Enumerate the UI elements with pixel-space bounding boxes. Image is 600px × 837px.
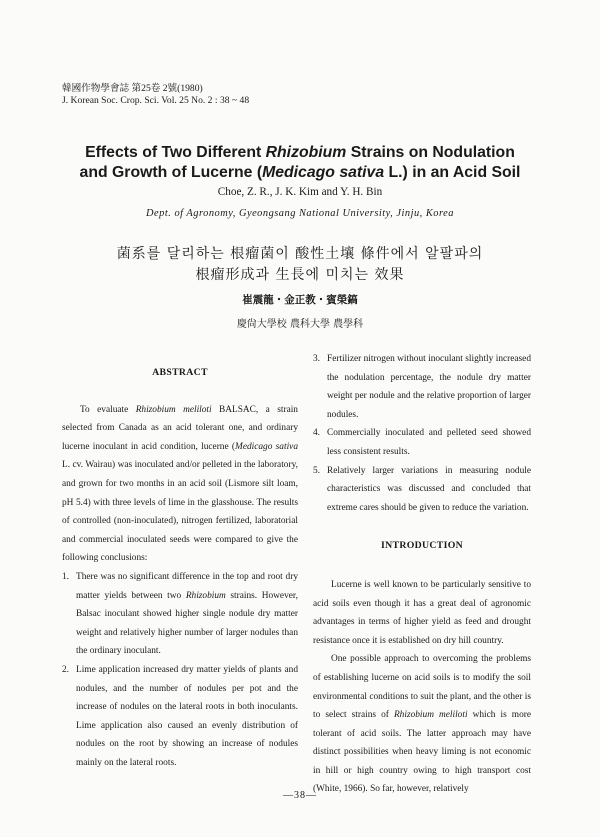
list-item: 2. Lime application increased dry matter yields of plants and nodules, and the number of nodules per pot and the increase of nodules on the lateral roots in both inoculants. Lime application also caused an evenly distribution of nodules on the root by showing an increase of nodules mainly on the lateral roots. <box>62 664 298 768</box>
left-column <box>62 364 298 772</box>
list-item: 3. Fertilizer nitrogen without inoculant slightly increased the nodulation percentage, the nodule dry matter weight per nodule and the relative proportion of larger nodules. <box>313 354 531 420</box>
korean-title-line-2: 根瘤形成과 生長에 미치는 效果 <box>195 267 405 283</box>
abstract-heading: ABSTRACT <box>152 367 208 378</box>
right-column <box>313 350 531 799</box>
list-item: 5. Relatively larger variations in measuring nodule characteristics was discussed and concluded that extreme cares should be given to reduce the variation. <box>313 465 531 513</box>
page-number: —38— <box>283 790 317 801</box>
korean-authors: 崔震龍・金正教・賓榮鎬 <box>242 294 358 306</box>
journal-line-english: J. Korean Soc. Crop. Sci. Vol. 25 No. 2 : 38 ~ 48 <box>62 95 250 106</box>
list-item: 1. There was no significant difference in the top and root dry matter yields between two Rhizobium strains. However, Balsac inoculant showed higher single nodule dry matter weight and relatively higher number of larger nodules than the ordinary inoculant. <box>62 571 298 657</box>
affiliation: Dept. of Agronomy, Gyeongsang National University, Jinju, Korea <box>146 208 454 219</box>
conclusion-list-continued <box>313 350 531 517</box>
intro-paragraph-2: One possible approach to overcoming the problems of establishing lucerne on acid soils is to modify the soil environmental conditions to suit the plant, and the other is to select strains of Rhizobium meliloti which is more tolerant of acid soils. The latter approach may have distinct possibilities when heavy liming is not economic in hill or high country owing to high transport cost (White, 1966). So far, however, relatively <box>313 654 532 795</box>
journal-citation <box>62 83 249 107</box>
paper-title <box>0 143 600 183</box>
korean-title <box>0 244 600 286</box>
korean-title-line-1: 菌系를 달리하는 根瘤菌이 酸性土壤 條件에서 알팔파의 <box>116 246 484 262</box>
authors: Choe, Z. R., J. K. Kim and Y. H. Bin <box>217 186 383 198</box>
intro-paragraph-1: Lucerne is well known to be particularly sensitive to acid soils even though it has a great deal of agronomic advantages in terms of higher yield as feed and drought resistance once it is established on dry hill country. <box>313 579 531 646</box>
title-line-1: Effects of Two Different Rhizobium Strains on Nodulation <box>85 144 515 161</box>
abstract-paragraph: To evaluate Rhizobium meliloti BALSAC, a strain selected from Canada as an acid tolerant one, and ordinary lucerne inoculant in acid condition, lucerne (Medicago sativa L. cv. Wairau) was inoculated and/or pelleted in the laboratory, and grown for two months in an acid soil (Lismore silt loam, pH 5.4) with three levels of lime in the glasshouse. The results of controlled (non-inoculated), nitrogen fertilized, laboratorial and commercial inoculated seeds were compared to give the following conclusions: <box>62 404 298 564</box>
list-item: 4. Commercially inoculated and pelleted seed showed less consistent results. <box>313 428 531 457</box>
introduction-heading: INTRODUCTION <box>381 540 463 552</box>
title-line-2: and Growth of Lucerne (Medicago sativa L.) in an Acid Soil <box>79 164 521 181</box>
journal-line-korean: 韓國作物學會誌 第25卷 2號(1980) <box>62 83 203 94</box>
conclusion-list <box>62 568 298 773</box>
korean-affiliation: 慶尙大學校 農科大學 農學科 <box>236 319 364 330</box>
